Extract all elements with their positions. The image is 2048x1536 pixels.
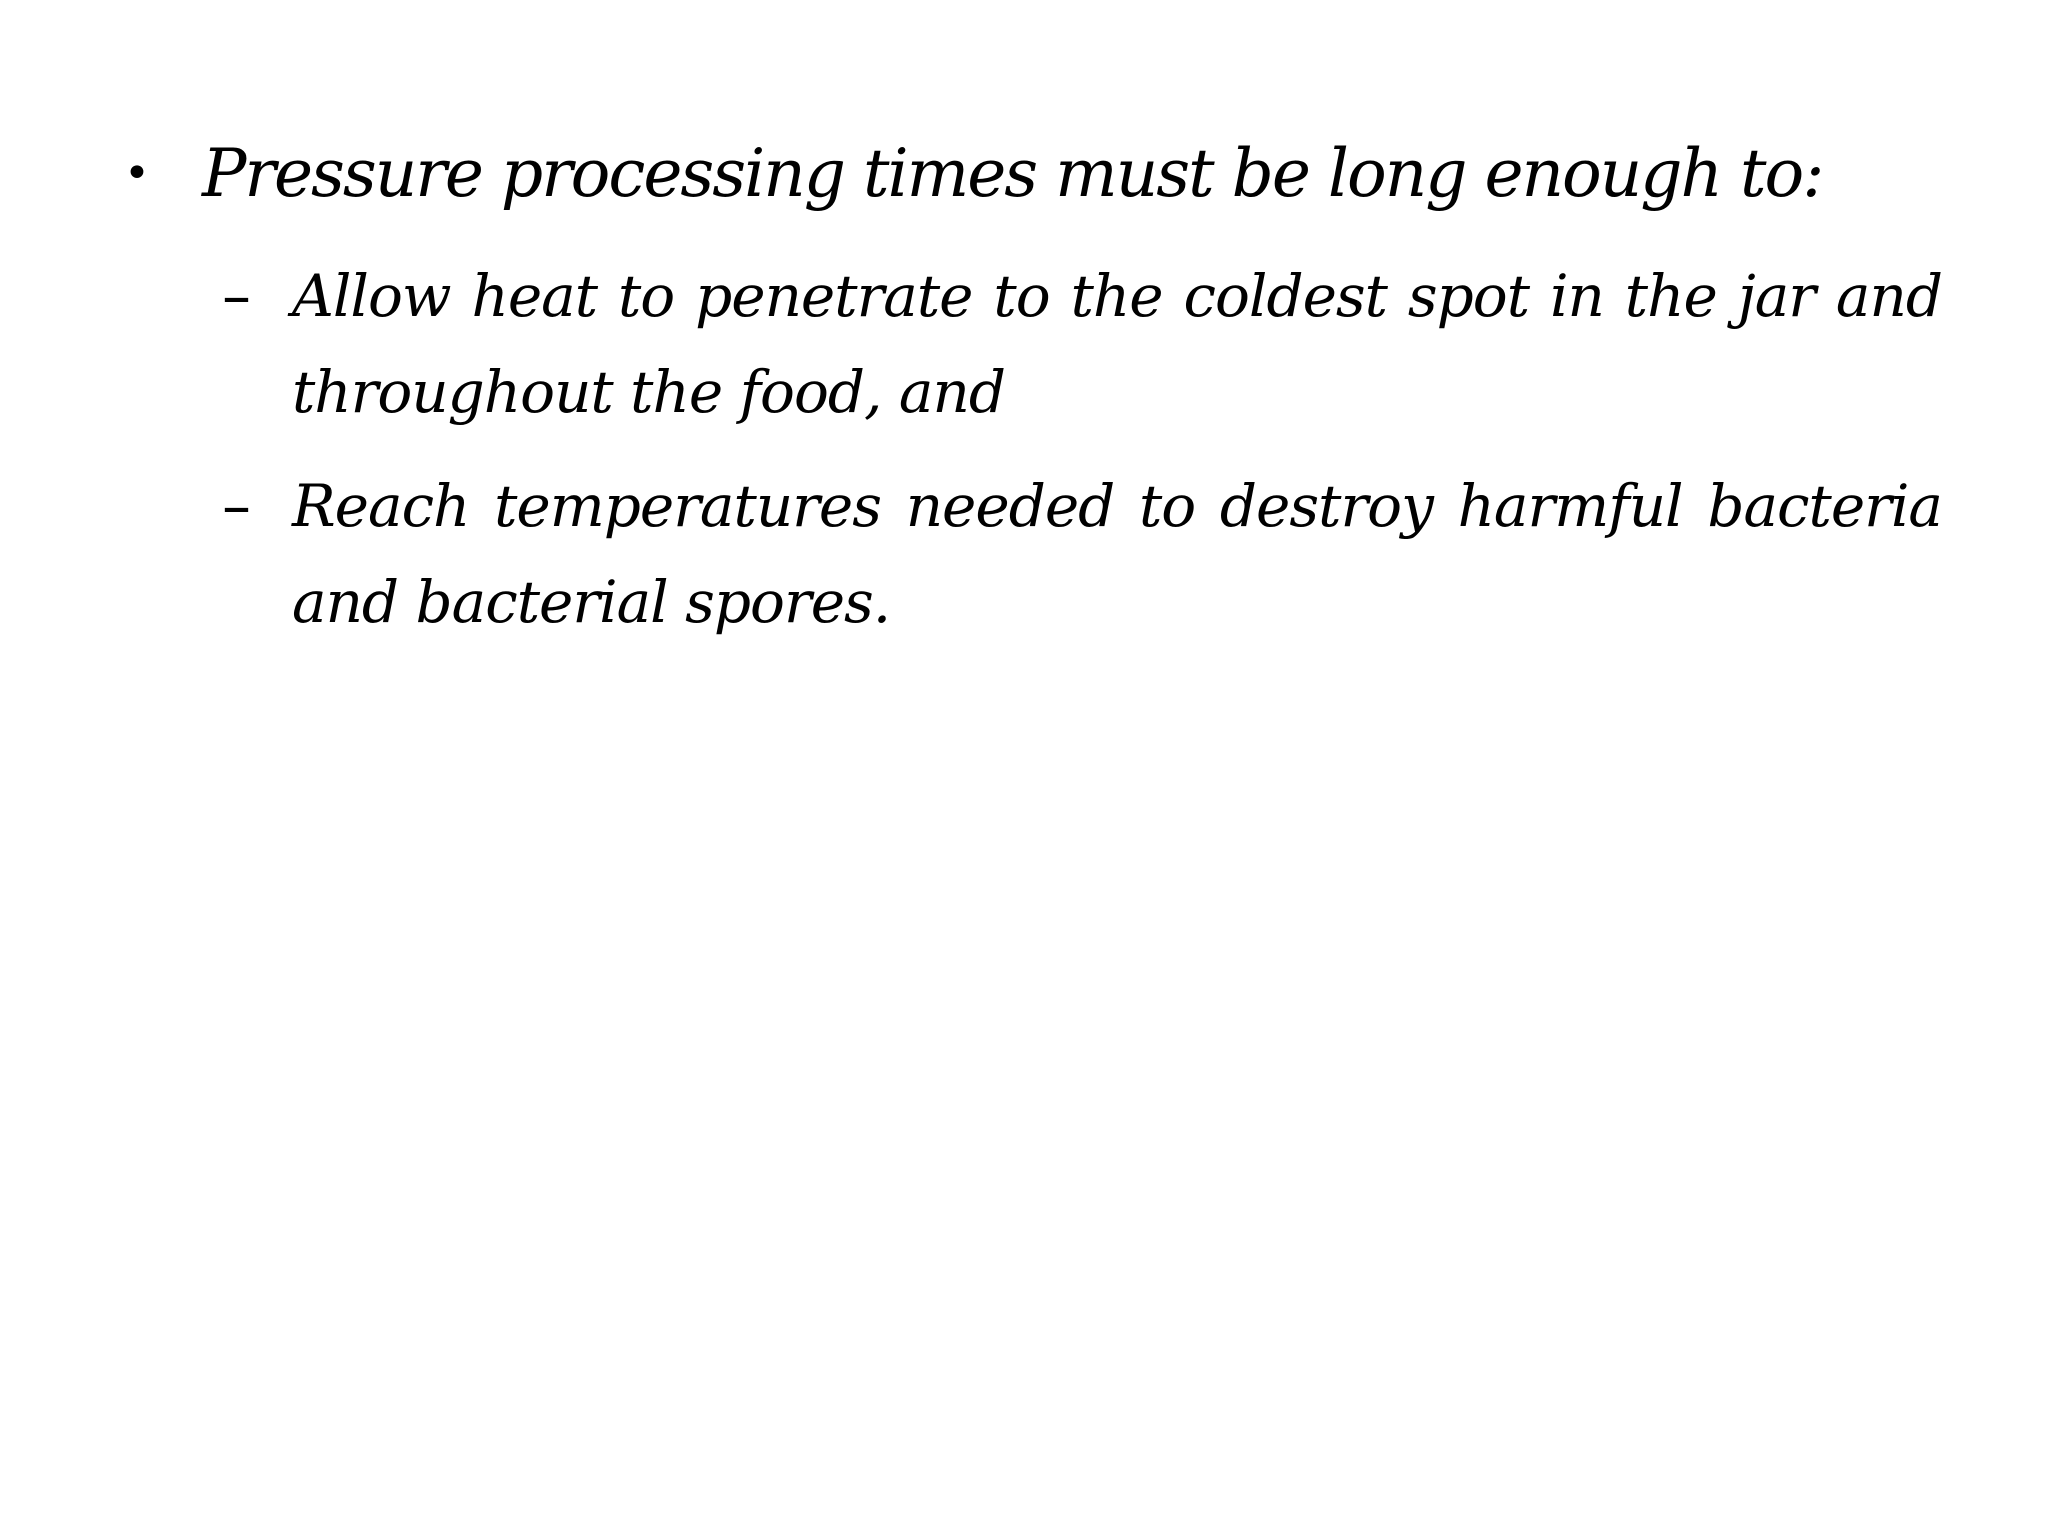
sub-bullet-text: Allow heat to penetrate to the coldest spot in the jar and throughout the food, and (292, 262, 1942, 426)
bullet-marker: • (124, 148, 150, 199)
sub-bullet-list (222, 248, 1942, 668)
dash-marker: – (222, 472, 251, 540)
bullet-text: Pressure processing times must be long enough to: (202, 135, 1823, 212)
main-bullet (124, 128, 1924, 220)
sub-bullet-1 (222, 248, 1942, 440)
sub-bullet-2 (222, 458, 1942, 650)
dash-marker: – (222, 262, 251, 330)
sub-bullet-text: Reach temperatures needed to destroy harmful bacteria and bacterial spores. (292, 472, 1942, 636)
